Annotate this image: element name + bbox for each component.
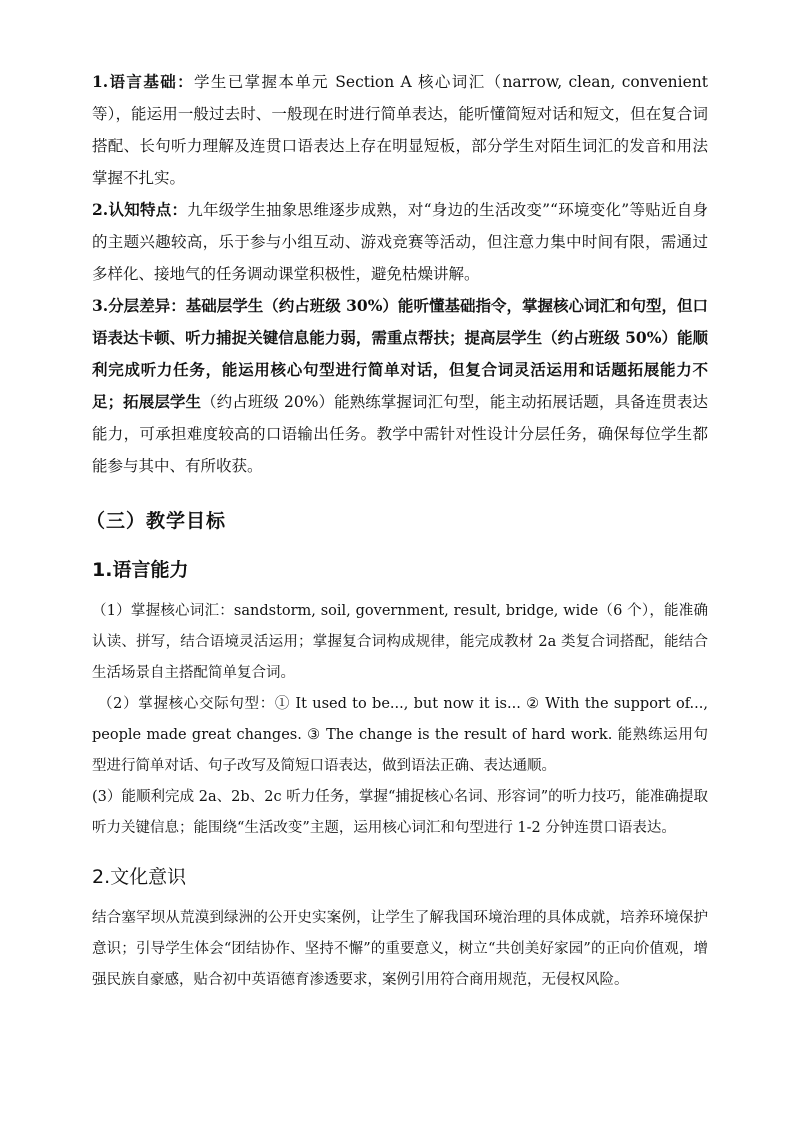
language-ability-item-3: (3）能顺利完成 2a、2b、2c 听力任务，掌握“捕捉核心名词、形容词”的听力技巧，能准确提取听力关键信息；能围绕“生活改变”主题，运用核心词汇和句型进行 1-2 分钟连贯口语表达。 xyxy=(92,789,708,836)
language-foundation-paragraph xyxy=(92,66,708,194)
language-ability-item-1: （1）掌握核心词汇：sandstorm, soil, government, result, bridge, wide（6 个），能准确认读、拼写，结合语境灵活运用；掌握复合词构成规律，能完成教材 2a 类复合词搭配，能结合生活场景自主搭配简单复合词。 xyxy=(92,603,708,681)
cultural-awareness-heading: 2.文化意识 xyxy=(92,866,187,888)
tiered-differences-bold-text: 基础层学生（约占班级 30%）能听懂基础指令，掌握核心词汇和句型，但口语表达卡顿、听力捕捉关键信息能力弱，需重点帮扶；提高层学生（约占班级 50%）能顺利完成听力任务，能运用核心句型进行简单对话，但复合词灵活运用和话题拓展能力不足；拓展层学生 xyxy=(92,296,708,411)
cognitive-traits-paragraph xyxy=(92,194,708,290)
cognitive-traits-label: 2.认知特点： xyxy=(92,200,188,219)
cultural-awareness-text: 结合塞罕坝从荒漠到绿洲的公开史实案例，让学生了解我国环境治理的具体成就，培养环境保护意识；引导学生体会“团结协作、坚持不懈”的重要意义，树立“共创美好家园”的正向价值观，增强民族自豪感，贴合初中英语德育渗透要求，案例引用符合商用规范，无侵权风险。 xyxy=(92,910,708,988)
tiered-differences-label: 3.分层差异： xyxy=(92,296,186,315)
tiered-differences-paragraph xyxy=(92,290,708,482)
tiered-differences-text: （约占班级 20%）能熟练掌握词汇句型，能主动拓展话题，具备连贯表达能力，可承担难度较高的口语输出任务。教学中需针对性设计分层任务，确保每位学生都能参与其中、有所收获。 xyxy=(92,393,708,475)
cognitive-traits-text: 九年级学生抽象思维逐步成熟，对“身边的生活改变”“环境变化”等贴近自身的主题兴趣较高，乐于参与小组互动、游戏竞赛等活动，但注意力集中时间有限，需通过多样化、接地气的任务调动课堂积极性，避免枯燥讲解。 xyxy=(92,201,709,283)
language-ability-item-2: （2）掌握核心交际句型：① It used to be..., but now it is... ② With the support of..., people made great changes. ③ The change is the result of hard work. 能熟练运用句型进行简单对话、句子改写及简短口语表达，做到语法正确、表达通顺。 xyxy=(92,696,708,774)
language-foundation-text: 学生已掌握本单元 Section A 核心词汇（narrow, clean, convenient 等），能运用一般过去时、一般现在时进行简单表达，能听懂简短对话和短文，但在复合词搭配、长句听力理解及连贯口语表达上存在明显短板，部分学生对陌生词汇的发音和用法掌握不扎实。 xyxy=(92,73,708,187)
language-ability-heading: 1.语言能力 xyxy=(92,559,189,581)
teaching-objectives-heading: （三）教学目标 xyxy=(86,510,227,532)
language-foundation-label: 1.语言基础： xyxy=(92,72,194,91)
